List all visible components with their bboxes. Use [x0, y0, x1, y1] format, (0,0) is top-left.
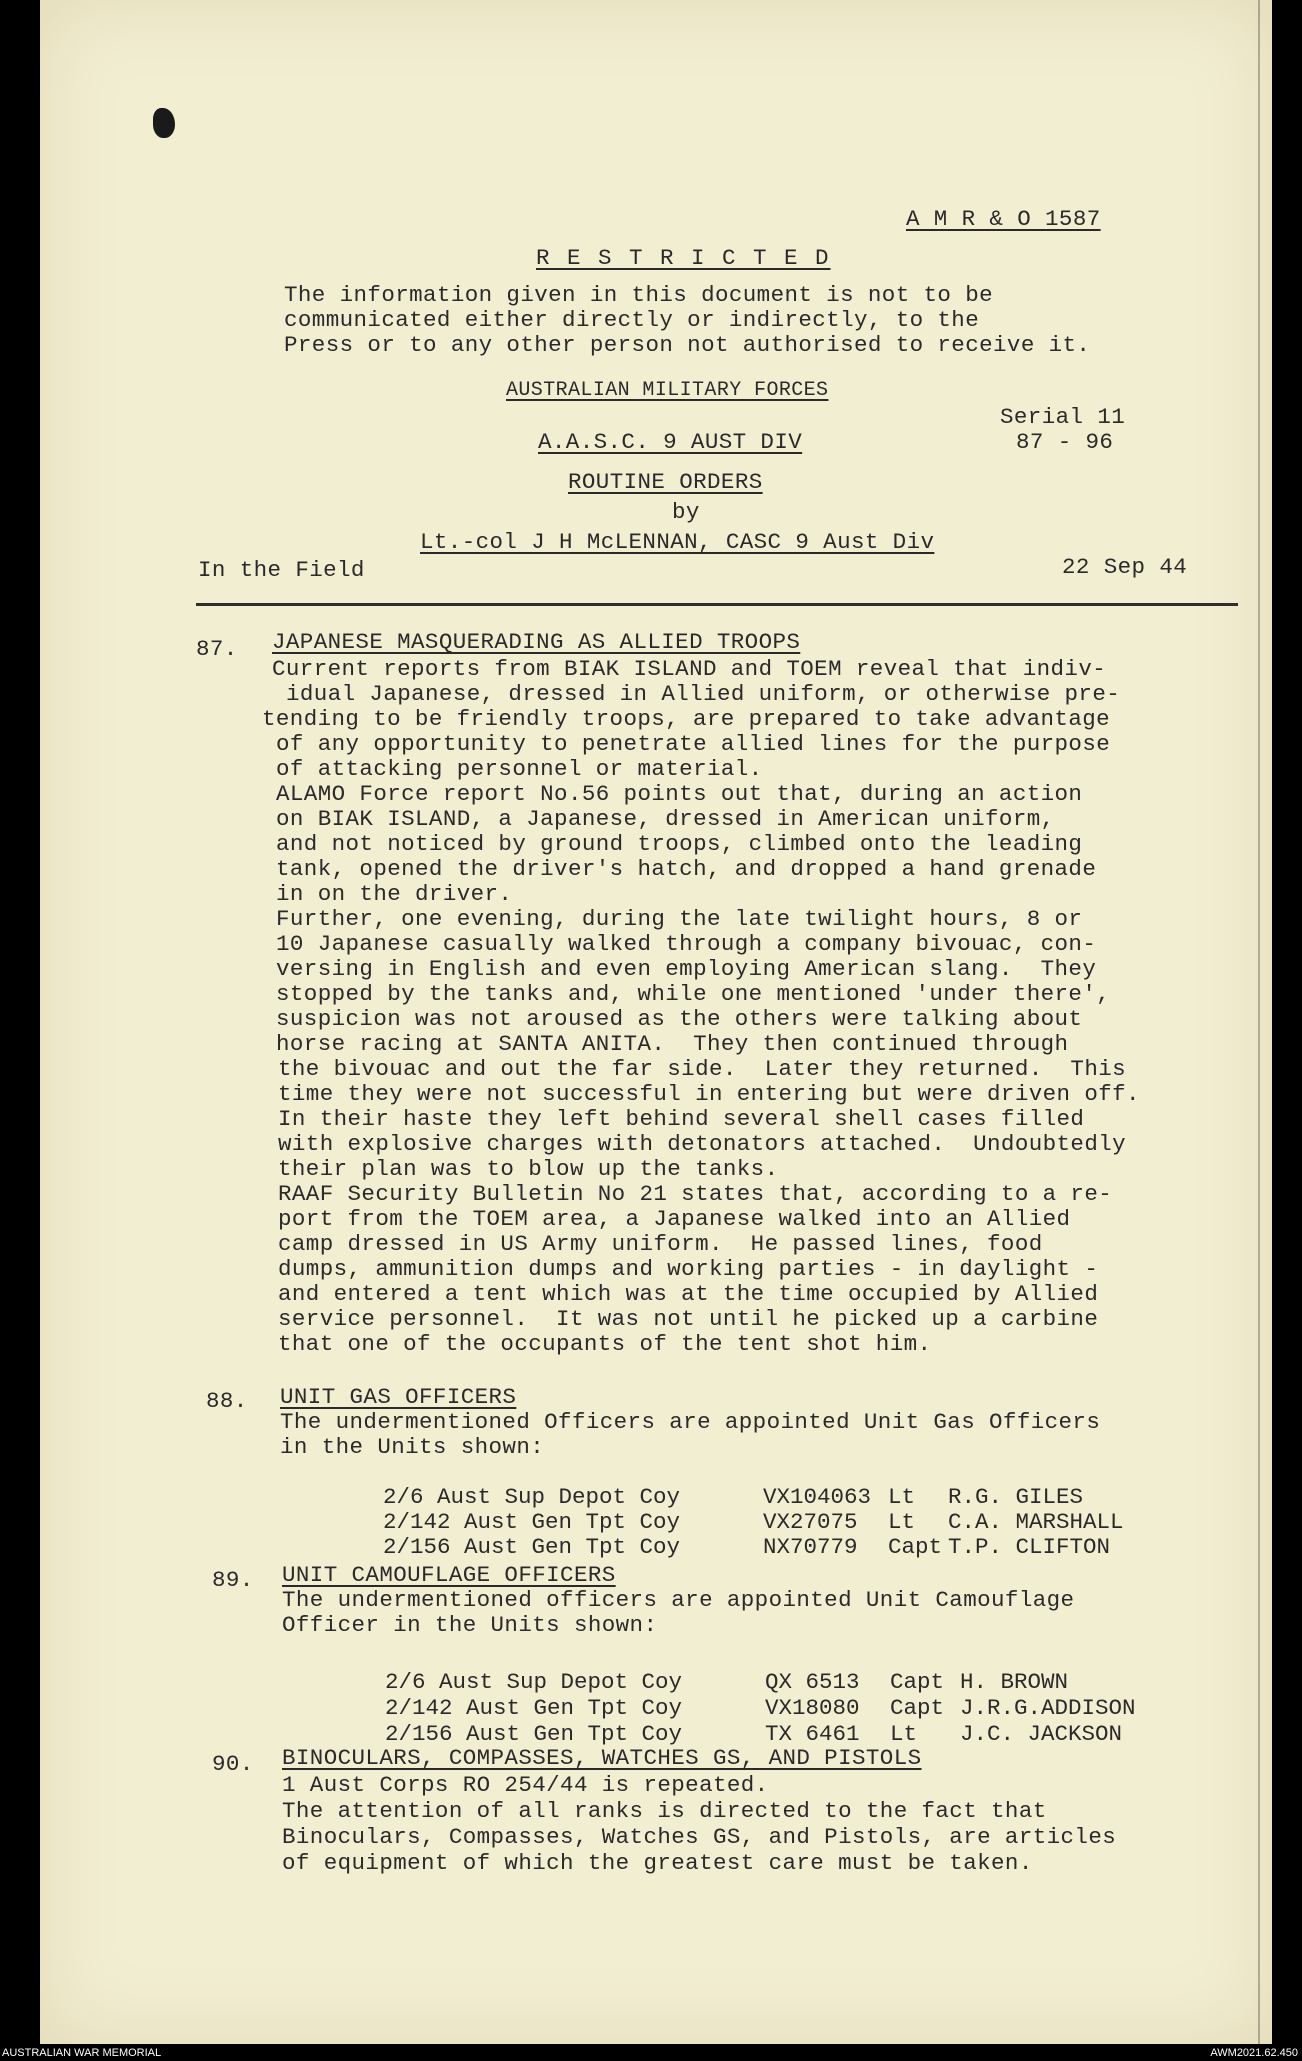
- serial-range: 87 - 96: [1016, 429, 1114, 455]
- unit-cell: 2/6 Aust Sup Depot Coy: [385, 1669, 683, 1695]
- table-row: [358, 1697, 1122, 1747]
- archive-id: AWM2021.62.450: [1210, 2047, 1298, 2059]
- item-87-line: tank, opened the driver's hatch, and dropped a hand grenade: [276, 856, 1097, 882]
- item-87-line: the bivouac and out the far side. Later they returned. This: [278, 1056, 1127, 1082]
- item-87-line: of attacking personnel or material.: [276, 756, 763, 782]
- item-heading-88: UNIT GAS OFFICERS: [280, 1384, 517, 1410]
- rank-cell: Lt: [888, 1484, 916, 1510]
- unit-cell: 2/142 Aust Gen Tpt Coy: [383, 1509, 681, 1535]
- header-rule: [196, 603, 1238, 606]
- restricted-label: R E S T R I C T E D: [536, 245, 831, 271]
- name-cell: J.C. JACKSON: [960, 1721, 1123, 1747]
- unit-heading: A.A.S.C. 9 AUST DIV: [538, 429, 803, 455]
- place-label: In the Field: [198, 557, 365, 583]
- item-90-line: 1 Aust Corps RO 254/44 is repeated.: [282, 1772, 769, 1798]
- by-label: by: [672, 499, 700, 525]
- name-cell: C.A. MARSHALL: [948, 1509, 1124, 1535]
- item-87-line: with explosive charges with detonators attached. Undoubtedly: [278, 1131, 1127, 1157]
- item-87-line: suspicion was not aroused as the others were talking about: [276, 1006, 1083, 1032]
- item-87-line: of any opportunity to penetrate allied lines for the purpose: [276, 731, 1111, 757]
- reference-number: A M R & O 1587: [906, 206, 1101, 232]
- page-edge-line: [1258, 0, 1260, 2044]
- item-87-line: and not noticed by ground troops, climbed onto the leading: [276, 831, 1083, 857]
- item-87-line: idual Japanese, dressed in Allied uniform, or otherwise pre-: [286, 681, 1121, 707]
- item-90-line: Binoculars, Compasses, Watches GS, and Pistols, are articles: [282, 1824, 1117, 1850]
- item-87-line: service personnel. It was not until he picked up a carbine: [278, 1306, 1099, 1332]
- item-87-line: camp dressed in US Army uniform. He passed lines, food: [278, 1231, 1043, 1257]
- rank-cell: Lt: [888, 1509, 916, 1535]
- item-87-line: RAAF Security Bulletin No 21 states that, according to a re-: [278, 1181, 1113, 1207]
- item-heading-89: UNIT CAMOUFLAGE OFFICERS: [282, 1562, 616, 1588]
- item-number-90: 90.: [212, 1751, 254, 1777]
- name-cell: T.P. CLIFTON: [948, 1534, 1111, 1560]
- item-89-line: The undermentioned officers are appointed Unit Camouflage: [282, 1587, 1075, 1613]
- item-87-line: tending to be friendly troops, are prepared to take advantage: [262, 706, 1111, 732]
- number-cell: VX18080: [765, 1695, 860, 1721]
- rank-cell: Capt: [888, 1534, 943, 1560]
- item-90-line: The attention of all ranks is directed to the fact that: [282, 1798, 1047, 1824]
- item-number-89: 89.: [212, 1567, 254, 1593]
- item-88-line: The undermentioned Officers are appointed Unit Gas Officers: [280, 1409, 1101, 1435]
- number-cell: QX 6513: [765, 1669, 860, 1695]
- item-87-line: Further, one evening, during the late twilight hours, 8 or: [276, 906, 1083, 932]
- item-number-88: 88.: [206, 1388, 248, 1414]
- notice-line-3: Press or to any other person not authorised to receive it.: [284, 332, 1091, 358]
- item-90-line: of equipment of which the greatest care must be taken.: [282, 1850, 1033, 1876]
- item-87-line: Current reports from BIAK ISLAND and TOEM reveal that indiv-: [272, 656, 1107, 682]
- item-87-line: 10 Japanese casually walked through a company bivouac, con-: [276, 931, 1097, 957]
- item-87-line: stopped by the tanks and, while one mentioned 'under there',: [276, 981, 1111, 1007]
- rank-cell: Lt: [890, 1721, 918, 1747]
- name-cell: R.G. GILES: [948, 1484, 1084, 1510]
- punch-hole: [153, 108, 175, 138]
- rank-cell: Capt: [890, 1669, 945, 1695]
- item-heading-90: BINOCULARS, COMPASSES, WATCHES GS, AND PISTOLS: [282, 1745, 922, 1771]
- date-label: 22 Sep 44: [1062, 554, 1188, 580]
- item-87-line: their plan was to blow up the tanks.: [278, 1156, 779, 1182]
- item-87-line: on BIAK ISLAND, a Japanese, dressed in American uniform,: [276, 806, 1055, 832]
- item-87-line: in on the driver.: [276, 881, 513, 907]
- orders-heading: ROUTINE ORDERS: [568, 469, 763, 495]
- unit-cell: 2/142 Aust Gen Tpt Coy: [385, 1695, 683, 1721]
- notice-line-1: The information given in this document is not to be: [284, 282, 994, 308]
- number-cell: VX104063: [763, 1484, 872, 1510]
- item-87-line: In their haste they left behind several shell cases filled: [278, 1106, 1085, 1132]
- item-88-line: in the Units shown:: [280, 1434, 545, 1460]
- unit-cell: 2/6 Aust Sup Depot Coy: [383, 1484, 681, 1510]
- item-87-line: that one of the occupants of the tent shot him.: [278, 1331, 932, 1357]
- item-87-line: and entered a tent which was at the time occupied by Allied: [278, 1281, 1099, 1307]
- item-87-line: time they were not successful in entering but were driven off.: [278, 1081, 1140, 1107]
- item-87-line: dumps, ammunition dumps and working parties - in daylight -: [278, 1256, 1099, 1282]
- serial-label: Serial 11: [1000, 404, 1126, 430]
- item-heading-87: JAPANESE MASQUERADING AS ALLIED TROOPS: [272, 629, 801, 655]
- item-87-line: port from the TOEM area, a Japanese walked into an Allied: [278, 1206, 1071, 1232]
- unit-cell: 2/156 Aust Gen Tpt Coy: [383, 1534, 681, 1560]
- number-cell: NX70779: [763, 1534, 858, 1560]
- archive-credit: AUSTRALIAN WAR MEMORIAL: [2, 2047, 162, 2059]
- name-cell: H. BROWN: [960, 1669, 1069, 1695]
- number-cell: TX 6461: [765, 1721, 860, 1747]
- item-87-line: horse racing at SANTA ANITA. They then continued through: [276, 1031, 1069, 1057]
- author-line: Lt.-col J H McLENNAN, CASC 9 Aust Div: [420, 529, 935, 555]
- number-cell: VX27075: [763, 1509, 858, 1535]
- item-87-line: ALAMO Force report No.56 points out that, during an action: [276, 781, 1083, 807]
- item-89-line: Officer in the Units shown:: [282, 1612, 658, 1638]
- forces-heading: AUSTRALIAN MILITARY FORCES: [506, 379, 829, 402]
- table-row: [356, 1510, 1110, 1560]
- rank-cell: Capt: [890, 1695, 945, 1721]
- unit-cell: 2/156 Aust Gen Tpt Coy: [385, 1721, 683, 1747]
- item-number-87: 87.: [196, 636, 238, 662]
- name-cell: J.R.G.ADDISON: [960, 1695, 1136, 1721]
- notice-line-2: communicated either directly or indirectly, to the: [284, 307, 980, 333]
- item-87-line: versing in English and even employing American slang. They: [276, 956, 1097, 982]
